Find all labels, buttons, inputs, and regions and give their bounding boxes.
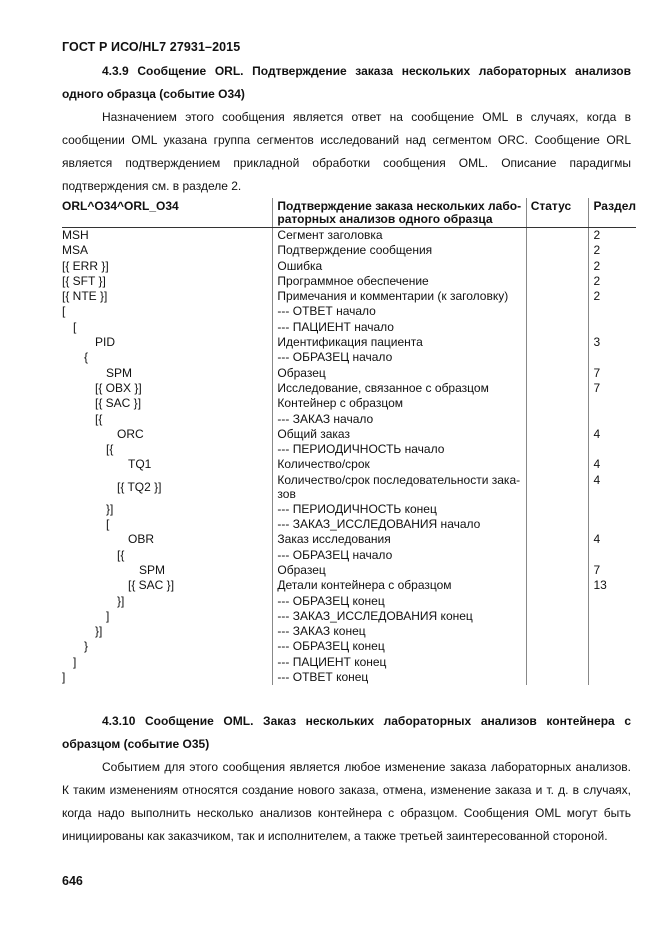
segment-cell: ] — [62, 670, 273, 685]
table-row — [62, 350, 636, 365]
description-cell: Примечания и комментарии (к заголовку) — [273, 289, 526, 304]
description-cell: --- ОБРАЗЕЦ начало — [273, 350, 526, 365]
status-cell — [526, 289, 589, 304]
table-body — [62, 228, 636, 686]
description-cell: Общий заказ — [273, 427, 526, 442]
status-cell — [526, 335, 589, 350]
segment-cell: }] — [62, 502, 273, 517]
segment-cell: [{ SAC }] — [62, 396, 273, 411]
description-cell: --- ПАЦИЕНТ конец — [273, 655, 526, 670]
segment-cell: [{ ERR }] — [62, 259, 273, 274]
chapter-cell — [589, 655, 636, 670]
segment-cell: SPM — [62, 366, 273, 381]
table-header-row — [62, 198, 636, 228]
table-row — [62, 670, 636, 685]
segment-cell: SPM — [62, 563, 273, 578]
description-cell: Исследование, связанное с образцом — [273, 381, 526, 396]
status-cell — [526, 563, 589, 578]
chapter-cell: 2 — [593, 228, 601, 242]
table-row — [62, 639, 636, 654]
segment-cell: } — [62, 639, 273, 654]
table-row — [62, 442, 636, 457]
description-cell: Образец — [273, 563, 526, 578]
chapter-cell — [589, 304, 636, 319]
chapter-cell: 7 — [593, 365, 601, 380]
description-cell: Идентификация пациента — [273, 335, 526, 350]
chapter-cell: 4 — [593, 457, 601, 472]
chapter-cell — [589, 412, 636, 427]
description-cell: Заказ исследования — [273, 532, 526, 547]
description-cell: --- ЗАКАЗ_ИССЛЕДОВАНИЯ начало — [273, 517, 526, 532]
chapter-cell — [589, 502, 636, 517]
table-row — [62, 473, 636, 502]
table-row — [62, 243, 636, 258]
status-cell — [526, 609, 589, 624]
table-row — [62, 412, 636, 427]
table-row — [62, 335, 636, 350]
table-row — [62, 578, 636, 593]
status-cell — [526, 274, 589, 289]
chapter-cell — [589, 442, 636, 457]
status-cell — [526, 594, 589, 609]
col-header-description: Подтверждение заказа нескольких лабораторных анализов одного образца — [273, 198, 526, 228]
description-cell: --- ОБРАЗЕЦ конец — [273, 639, 526, 654]
table-row — [62, 381, 636, 396]
chapter-cell: 7 — [593, 380, 601, 395]
status-cell — [526, 350, 589, 365]
table-row — [62, 304, 636, 319]
chapter-cell: 3 — [593, 335, 601, 350]
description-cell: Программное обеспечение — [273, 274, 526, 289]
status-cell — [526, 655, 589, 670]
description-cell: --- ПЕРИОДИЧНОСТЬ конец — [273, 502, 526, 517]
segment-cell: ORC — [62, 427, 273, 442]
status-cell — [526, 243, 589, 258]
description-cell: Количество/срок — [273, 457, 526, 472]
section-paragraph-4-3-10: Событием для этого сообщения является любое изменение заказа лабораторных анализов. К таким изменениям относятся создание нового заказа, отмена, изменение заказа и т. д. в случаях, когда надо выполнить несколько анализов контейнера с образцом. Сообщения OML могут быть инициированы как заказчиком, так и исполнителем, а также третьей заинтересованной стороной. — [62, 760, 631, 843]
chapter-cell — [589, 517, 636, 532]
status-cell — [526, 639, 589, 654]
status-cell — [526, 442, 589, 457]
segment-cell: MSA — [62, 243, 273, 258]
table-row — [62, 609, 636, 624]
chapter-cell: 4 — [593, 426, 601, 441]
table-row — [62, 563, 636, 578]
description-cell: Детали контейнера с образцом — [273, 578, 526, 593]
table-row — [62, 548, 636, 563]
status-cell — [526, 228, 589, 244]
table-row — [62, 624, 636, 639]
page-number: 646 — [62, 874, 83, 888]
description-cell: Ошибка — [273, 259, 526, 274]
segment-cell: [ — [62, 304, 273, 319]
segment-cell: [{ SFT }] — [62, 274, 273, 289]
description-cell: Подтверждение сообщения — [273, 243, 526, 258]
status-cell — [526, 624, 589, 639]
section-heading-4-3-10: 4.3.10 Сообщение OML. Заказ нескольких лабораторных анализов контейнера с образцом (событие O35) — [62, 714, 631, 751]
table-row — [62, 289, 636, 304]
chapter-cell — [589, 609, 636, 624]
description-cell: Количество/срок последовательности заказов — [273, 473, 526, 502]
segment-cell: }] — [62, 624, 273, 639]
segment-cell: [{ SAC }] — [62, 578, 273, 593]
segment-cell: [ — [62, 517, 273, 532]
segment-cell: }] — [62, 594, 273, 609]
chapter-cell — [589, 624, 636, 639]
segment-cell: [{ OBX }] — [62, 381, 273, 396]
chapter-cell: 2 — [593, 289, 601, 304]
chapter-cell: 2 — [593, 258, 601, 273]
description-cell: --- ОБРАЗЕЦ конец — [273, 594, 526, 609]
status-cell — [526, 670, 589, 685]
segment-cell: TQ1 — [62, 457, 273, 472]
description-cell: --- ОТВЕТ начало — [273, 304, 526, 319]
chapter-cell: 4 — [593, 472, 601, 487]
table-row — [62, 532, 636, 547]
status-cell — [526, 502, 589, 517]
table-row — [62, 274, 636, 289]
table-row — [62, 457, 636, 472]
chapter-cell: 13 — [593, 578, 607, 593]
segment-cell: [{ TQ2 }] — [62, 473, 273, 502]
chapter-cell — [589, 639, 636, 654]
chapter-cell: 4 — [593, 532, 601, 547]
status-cell — [526, 396, 589, 411]
col-header-segment: ORL^O34^ORL_O34 — [62, 198, 273, 228]
segment-cell: [{ — [62, 548, 273, 563]
table-row — [62, 655, 636, 670]
status-cell — [526, 259, 589, 274]
description-cell: --- ЗАКАЗ_ИССЛЕДОВАНИЯ конец — [273, 609, 526, 624]
segment-cell: ] — [62, 655, 273, 670]
table-row — [62, 502, 636, 517]
chapter-cell — [589, 548, 636, 563]
status-cell — [526, 412, 589, 427]
status-cell — [526, 427, 589, 442]
col-header-chapter: Раздел — [589, 198, 636, 228]
segment-cell: PID — [62, 335, 273, 350]
table-row — [62, 320, 636, 335]
chapter-cell — [589, 320, 636, 335]
description-cell: --- ОТВЕТ конец — [273, 670, 526, 685]
table-row — [62, 427, 636, 442]
table-row — [62, 594, 636, 609]
chapter-cell: 2 — [593, 273, 601, 288]
segment-cell: [{ — [62, 412, 273, 427]
page-header: ГОСТ Р ИСО/HL7 27931–2015 — [62, 40, 241, 54]
chapter-cell — [589, 670, 636, 685]
chapter-cell — [589, 396, 636, 411]
segment-cell: { — [62, 350, 273, 365]
col-header-status: Статус — [526, 198, 589, 228]
status-cell — [526, 366, 589, 381]
table-row — [62, 396, 636, 411]
status-cell — [526, 578, 589, 593]
description-cell: Сегмент заголовка — [273, 228, 526, 244]
message-structure-table — [62, 198, 636, 685]
status-cell — [526, 304, 589, 319]
description-cell: Контейнер с образцом — [273, 396, 526, 411]
status-cell — [526, 381, 589, 396]
status-cell — [526, 457, 589, 472]
description-cell: --- ОБРАЗЕЦ начало — [273, 548, 526, 563]
segment-cell: [ — [62, 320, 273, 335]
status-cell — [526, 473, 589, 502]
section-heading-4-3-9: 4.3.9 Сообщение ORL. Подтверждение заказа нескольких лабораторных анализов одного образца (событие O34) — [62, 64, 631, 101]
segment-cell: OBR — [62, 532, 273, 547]
status-cell — [526, 532, 589, 547]
segment-cell: ] — [62, 609, 273, 624]
description-cell: --- ПЕРИОДИЧНОСТЬ начало — [273, 442, 526, 457]
segment-cell: [{ NTE }] — [62, 289, 273, 304]
table-row — [62, 517, 636, 532]
segment-cell: MSH — [62, 228, 273, 244]
description-cell: --- ЗАКАЗ начало — [273, 412, 526, 427]
status-cell — [526, 517, 589, 532]
chapter-cell — [589, 350, 636, 365]
description-cell: --- ПАЦИЕНТ начало — [273, 320, 526, 335]
segment-cell: [{ — [62, 442, 273, 457]
status-cell — [526, 548, 589, 563]
section-paragraph-4-3-9: Назначением этого сообщения является ответ на сообщение OML в случаях, когда в сообщении OML указана группа сегментов исследований над сегментом ORC. Сообщение ORL является подтверждением прикладной обработки сообщения OML. Описание парадигмы подтверждения см. в разделе 2. — [62, 110, 631, 193]
table-row — [62, 228, 636, 244]
chapter-cell: 7 — [593, 562, 601, 577]
description-cell: Образец — [273, 366, 526, 381]
table-row — [62, 366, 636, 381]
chapter-cell: 2 — [593, 243, 601, 258]
status-cell — [526, 320, 589, 335]
table-row — [62, 259, 636, 274]
description-cell: --- ЗАКАЗ конец — [273, 624, 526, 639]
chapter-cell — [589, 594, 636, 609]
